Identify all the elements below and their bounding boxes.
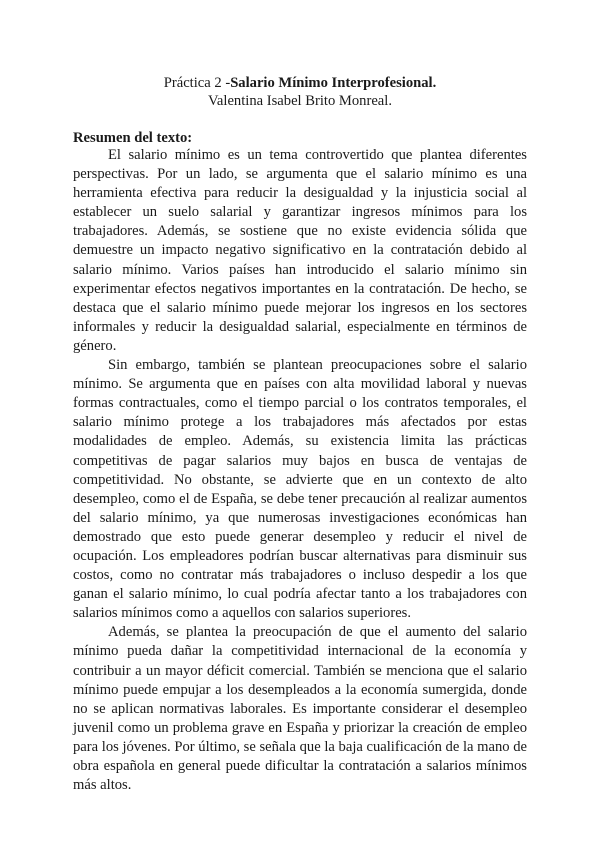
document-title — [0, 74, 600, 92]
title-bold: Salario Mínimo Interprofesional. — [230, 75, 437, 91]
paragraph-3: Además, se plantea la preocupación de que el aumento del salario mínimo pueda dañar la competitividad internacional de la economía y contribuir a un mayor déficit comercial. También se menciona que el salario mínimo puede empujar a los desempleados a la economía sumergida, donde no se aplican normativas laborales. Es importante considerar el desempleo juvenil como un problema grave en España y priorizar la creación de empleo para los jóvenes. Por último, se señala que la baja cualificación de la mano de obra española en general puede dificultar la contratación a salarios mínimos más altos. — [73, 624, 527, 794]
author-name: Valentina Isabel Brito Monreal. — [208, 93, 392, 109]
summary-body — [73, 146, 527, 795]
section-heading: Resumen del texto: — [73, 130, 193, 146]
paragraph-1: El salario mínimo es un tema controvertido que plantea diferentes perspectivas. Por un lado, se argumenta que el salario mínimo es una herramienta efectiva para reducir la desigualdad y la injusticia social al establecer un suelo salarial y garantizar ingresos mínimos para los trabajadores. Además, se sostiene que no existe evidencia sólida que demuestre un impacto negativo significativo en la contratación debido al salario mínimo. Varios países han introducido el salario mínimo sin experimentar efectos negativos importantes en la contratación. De hecho, se destaca que el salario mínimo puede mejorar los ingresos en los sectores informales y reducir la desigualdad salarial, especialmente en términos de género. — [73, 147, 527, 354]
title-prefix: Práctica 2 - — [163, 75, 231, 91]
paragraph-2: Sin embargo, también se plantean preocupaciones sobre el salario mínimo. Se argumenta que en países con alta movilidad laboral y nuevas formas contractuales, como el tiempo parcial o los contratos temporales, el salario mínimo protege a los trabajadores más afectados por estas modalidades de empleo. Además, su existencia limita las prácticas competitivas de pagar salarios muy bajos en busca de ventajas de competitividad. No obstante, se advierte que en un contexto de alto desempleo, como el de España, se debe tener precaución al realizar aumentos del salario mínimo, ya que numerosas investigaciones económicas han demostrado que esto puede generar desempleo y reducir el nivel de ocupación. Los empleadores podrían buscar alternativas para disminuir sus costos, como no contratar más trabajadores o incluso despedir a los que ganan el salario mínimo, lo cual podría afectar tanto a los trabajadores con salarios mínimos como a aquellos con salarios superiores. — [73, 357, 527, 622]
